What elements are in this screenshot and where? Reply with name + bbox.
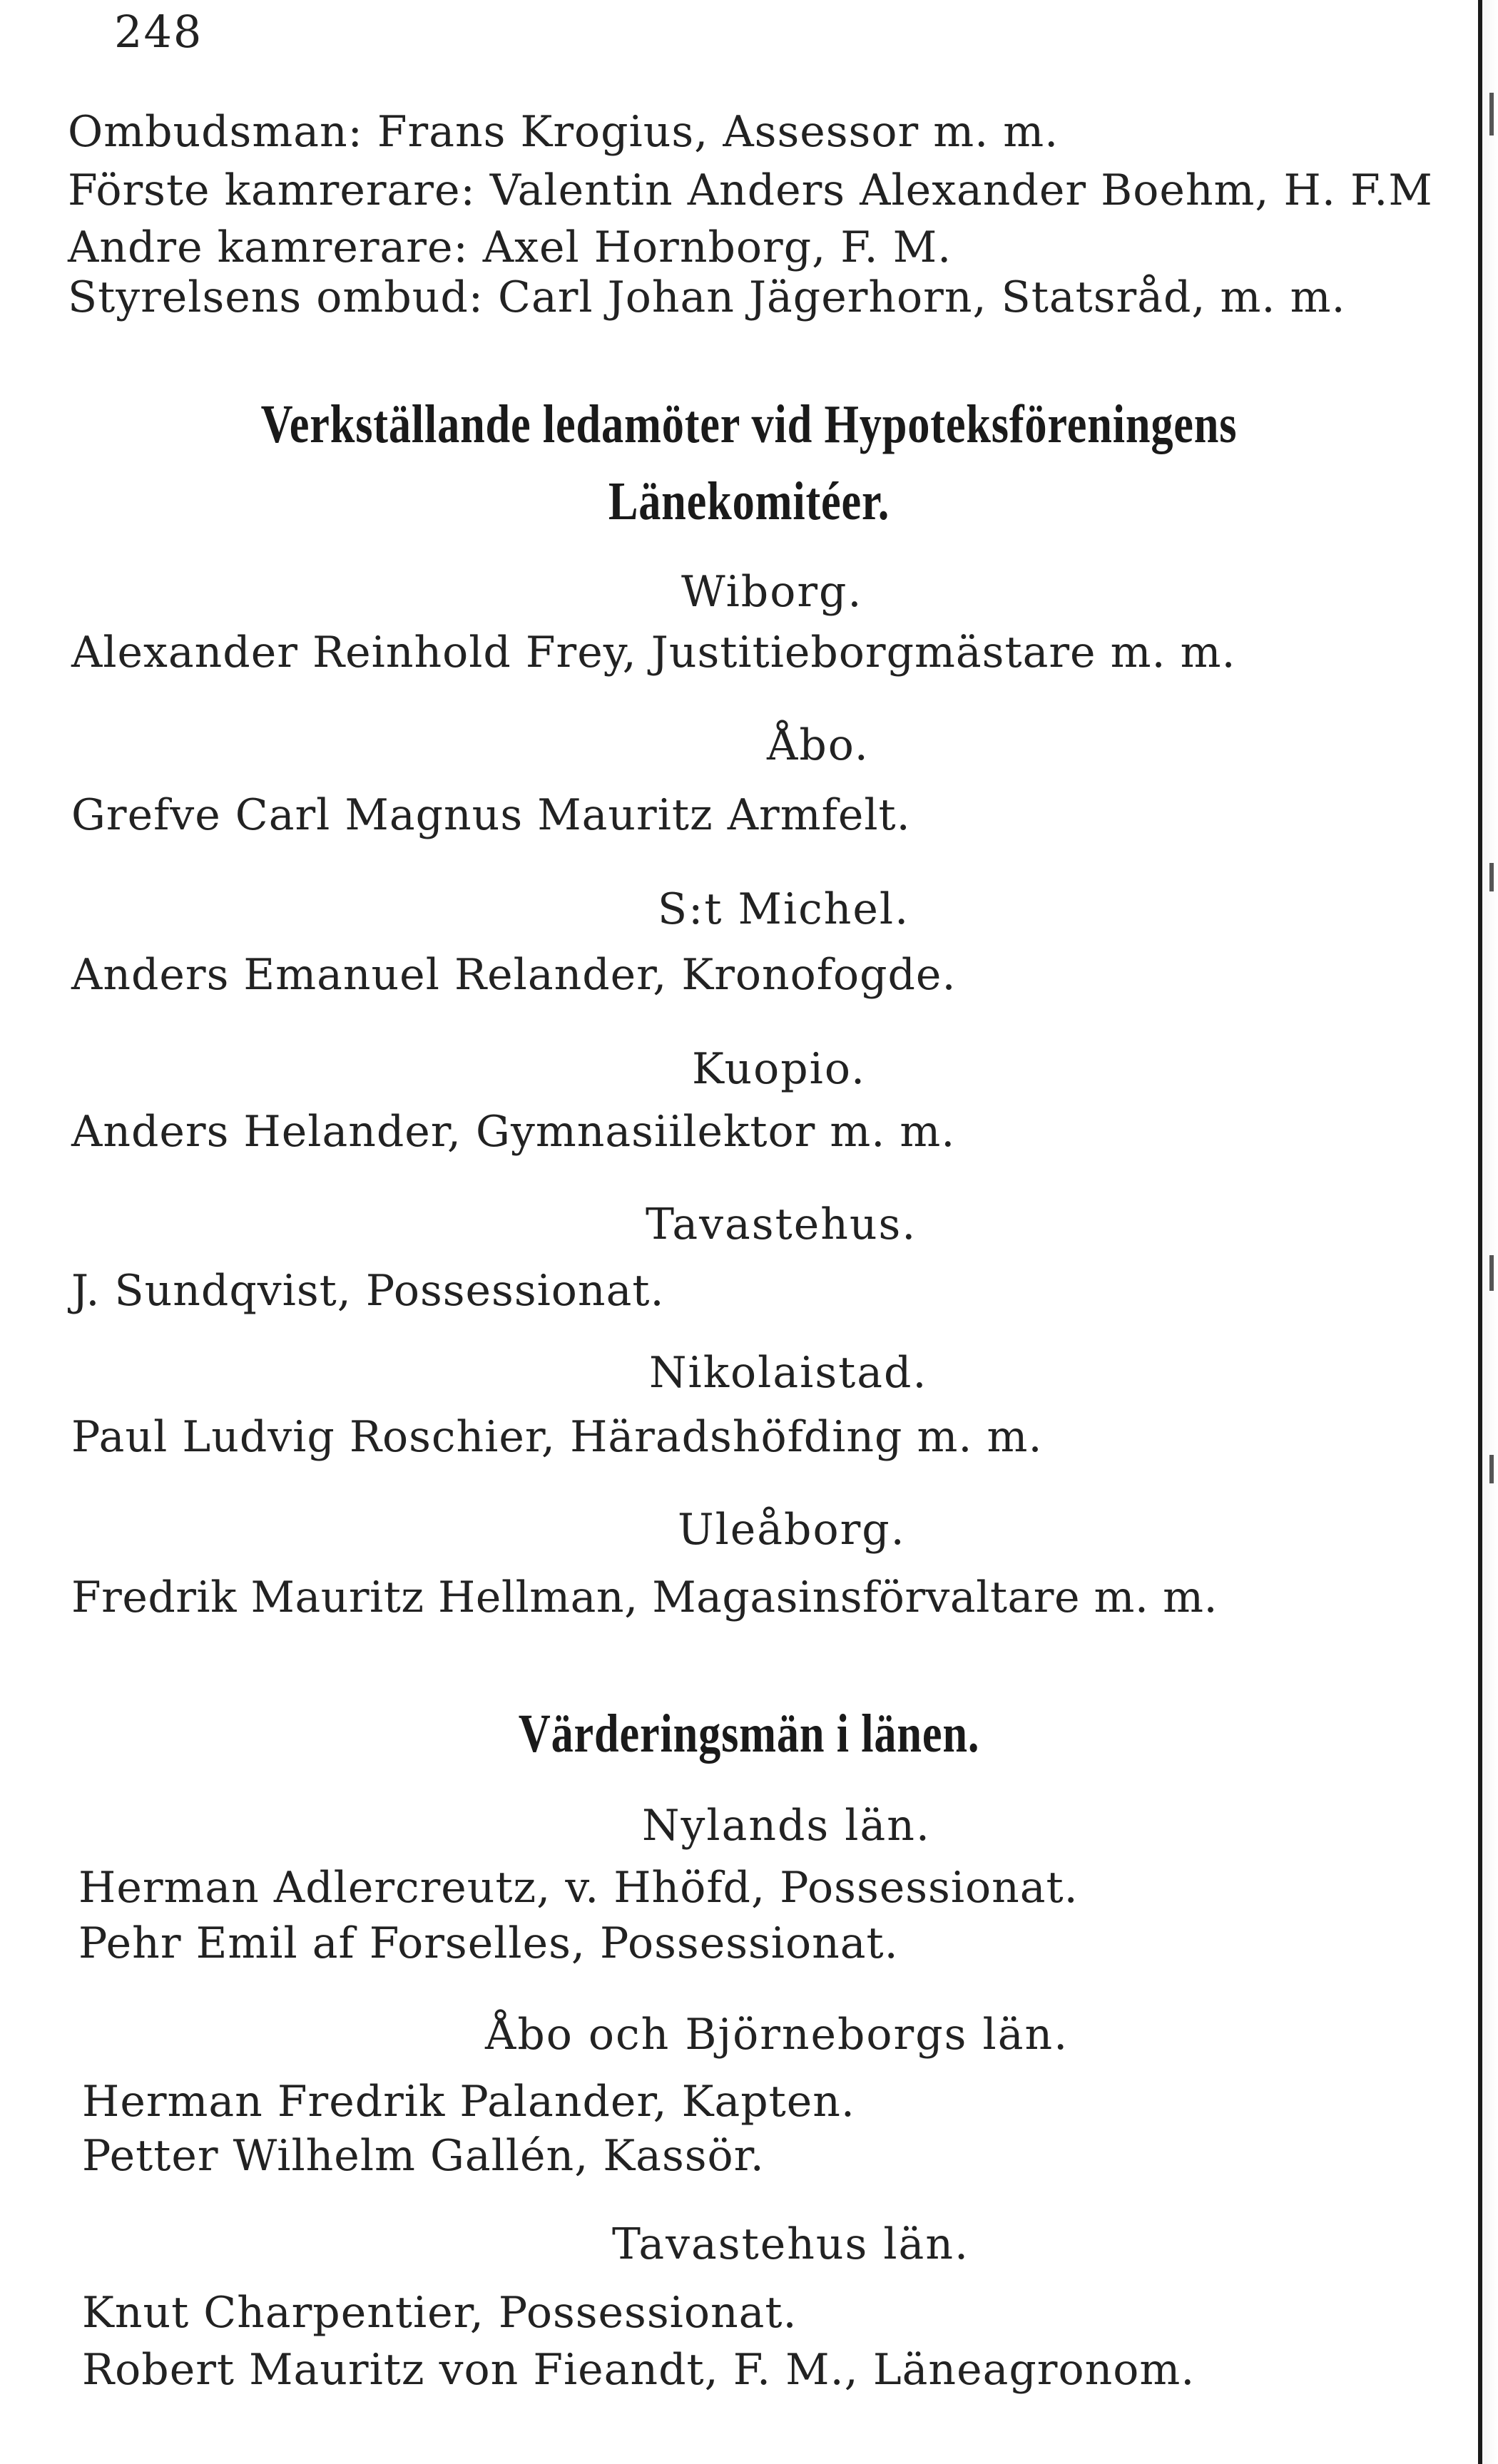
place-name: Åbo och Björneborgs län. xyxy=(485,2010,1069,2060)
section-heading: Verkställande ledamöter vid Hypoteksföreningens xyxy=(260,394,1238,454)
section-heading: Värderingsmän i länen. xyxy=(518,1704,980,1764)
entry-line: Robert Mauritz von Fieandt, F. M., Läneagronom. xyxy=(82,2345,1196,2395)
place-name: Kuopio. xyxy=(692,1044,867,1094)
officer-line: Förste kamrerare: Valentin Anders Alexander Boehm, H. F.M xyxy=(68,165,1433,215)
edge-mark xyxy=(1489,93,1494,136)
officer-line: Ombudsman: Frans Krogius, Assessor m. m. xyxy=(68,107,1059,157)
place-name: Wiborg. xyxy=(681,567,863,617)
entry-line: J. Sundqvist, Possessionat. xyxy=(71,1266,665,1316)
place-name: Åbo. xyxy=(767,720,870,770)
edge-mark xyxy=(1489,1255,1494,1291)
officer-line: Styrelsens ombud: Carl Johan Jägerhorn, Statsråd, m. m. xyxy=(68,272,1346,322)
place-name: S:t Michel. xyxy=(658,884,910,934)
entry-line: Fredrik Mauritz Hellman, Magasinsförvaltare m. m. xyxy=(71,1573,1218,1622)
entry-line: Pehr Emil af Forselles, Possessionat. xyxy=(78,1918,899,1968)
place-name: Uleåborg. xyxy=(678,1505,906,1555)
entry-line: Knut Charpentier, Possessionat. xyxy=(82,2288,798,2338)
place-name: Nikolaistad. xyxy=(649,1348,928,1398)
section-heading: Länekomitéer. xyxy=(608,471,890,531)
place-name: Nylands län. xyxy=(642,1801,931,1851)
page-number: 248 xyxy=(114,6,203,58)
entry-line: Anders Emanuel Relander, Kronofogde. xyxy=(71,950,957,1000)
entry-line: Herman Adlercreutz, v. Hhöfd, Possessionat. xyxy=(78,1863,1079,1913)
entry-line: Herman Fredrik Palander, Kapten. xyxy=(82,2077,855,2127)
entry-line: Petter Wilhelm Gallén, Kassör. xyxy=(82,2131,765,2181)
entry-line: Paul Ludvig Roschier, Häradshöfding m. m. xyxy=(71,1412,1043,1462)
entry-line: Anders Helander, Gymnasiilektor m. m. xyxy=(71,1107,956,1157)
page-edge xyxy=(1478,0,1498,2464)
place-name: Tavastehus. xyxy=(646,1200,917,1249)
officer-line: Andre kamrerare: Axel Hornborg, F. M. xyxy=(68,223,952,272)
entry-line: Alexander Reinhold Frey, Justitieborgmästare m. m. xyxy=(71,628,1236,678)
place-name: Tavastehus län. xyxy=(612,2219,970,2269)
edge-mark xyxy=(1489,863,1494,891)
edge-mark xyxy=(1489,1455,1494,1483)
entry-line: Grefve Carl Magnus Mauritz Armfelt. xyxy=(71,790,911,840)
